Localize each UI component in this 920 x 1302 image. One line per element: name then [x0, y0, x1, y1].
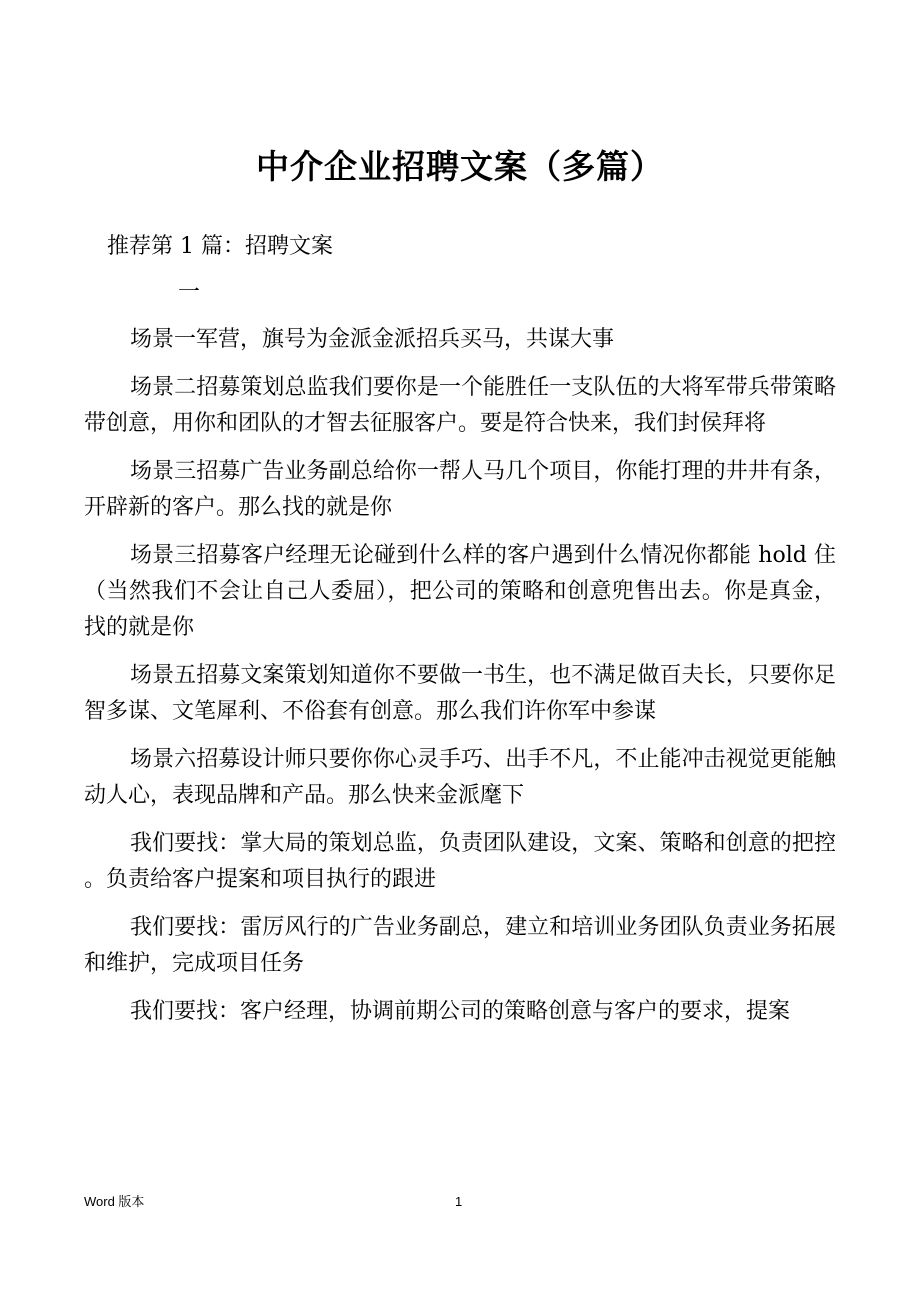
page-number: 1 — [455, 1194, 463, 1209]
document-subtitle: 推荐第 1 篇：招聘文案 — [107, 234, 333, 259]
paragraph: 我们要找：掌大局的策划总监，负责团队建设，文案、策略和创意的把控。负责给客户提案和项目执行的跟进 — [84, 831, 836, 892]
paragraph: 我们要找：雷厉风行的广告业务副总，建立和培训业务团队负责业务拓展和维护，完成项目任务 — [84, 915, 836, 976]
paragraph: 我们要找：客户经理，协调前期公司的策略创意与客户的要求，提案 — [130, 999, 791, 1024]
document-title: 中介企业招聘文案（多篇） — [256, 147, 664, 186]
paragraph: 场景六招募设计师只要你你心灵手巧、出手不凡，不止能冲击视觉更能触动人心，表现品牌和产品。那么快来金派麾下 — [84, 747, 836, 808]
paragraph: 场景五招募文案策划知道你不要做一书生，也不满足做百夫长，只要你足智多谋、文笔犀利、不俗套有创意。那么我们许你军中参谋 — [84, 663, 836, 724]
paragraph: 场景二招募策划总监我们要你是一个能胜任一支队伍的大将军带兵带策略带创意，用你和团队的才智去征服客户。要是符合快来，我们封侯拜将 — [84, 375, 836, 436]
paragraph: 场景三招募广告业务副总给你一帮人马几个项目，你能打理的井井有条，开辟新的客户。那么找的就是你 — [84, 459, 836, 520]
paragraph: 场景一军营，旗号为金派金派招兵买马，共谋大事 — [130, 327, 615, 352]
document-body — [84, 322, 836, 1042]
section-marker: 一 — [178, 280, 201, 305]
paragraph: 场景三招募客户经理无论碰到什么样的客户遇到什么情况你都能 hold 住（当然我们不会让自己人委屈），把公司的策略和创意兜售出去。你是真金，找的就是你 — [84, 543, 836, 640]
footer-label: Word 版本 — [84, 1194, 145, 1209]
